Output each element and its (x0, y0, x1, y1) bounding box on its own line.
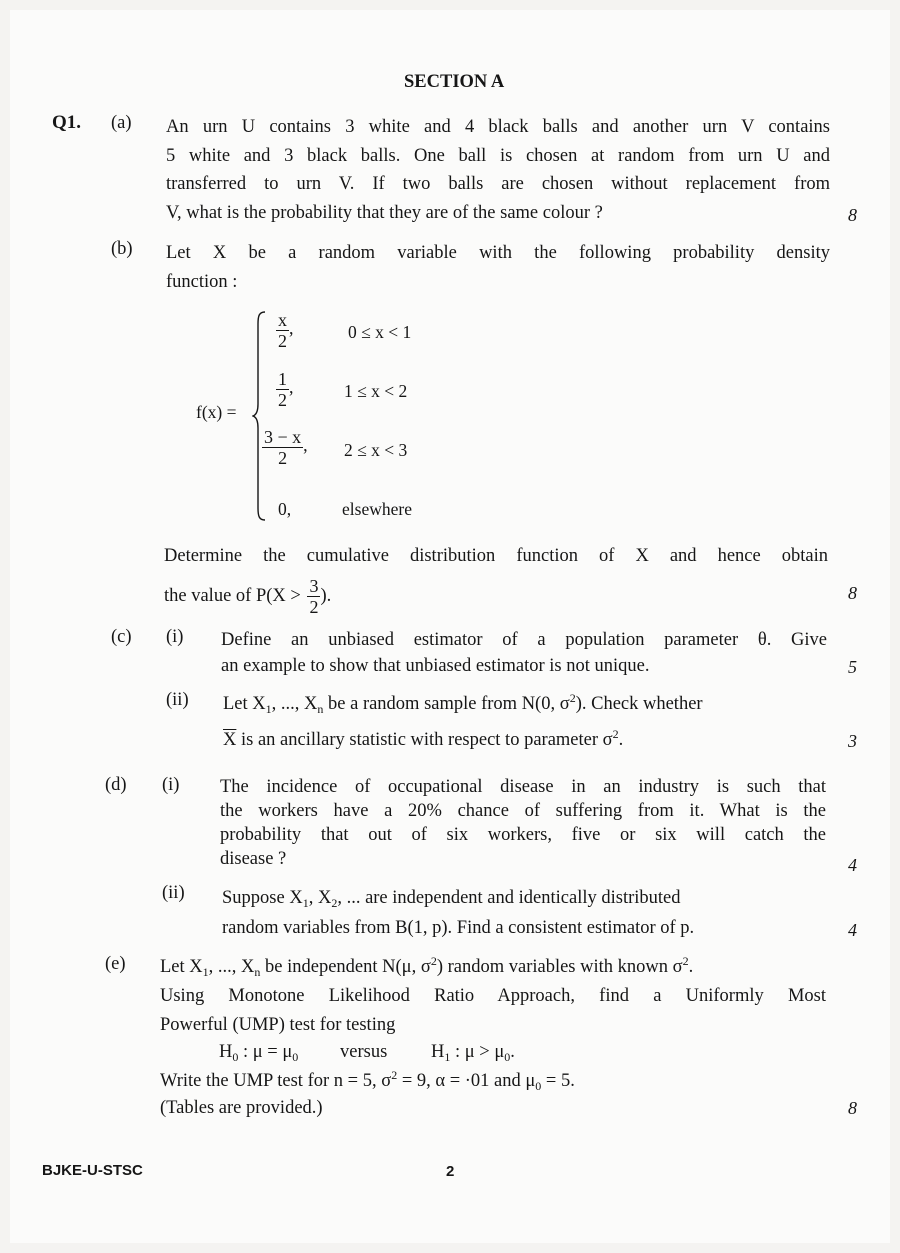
part-d-ii-label: (ii) (162, 883, 185, 903)
part-c-i-marks: 5 (848, 657, 857, 677)
text-run: is an ancillary statistic with respect to parameter σ (236, 730, 613, 750)
pdf-lhs: f(x) = (196, 402, 237, 422)
text-run: . (618, 730, 624, 750)
part-d-i-label: (i) (162, 775, 180, 795)
left-brace-icon (252, 310, 266, 522)
part-c-i-label: (i) (166, 627, 184, 647)
case-separator: , (303, 435, 308, 456)
case-3-fraction (262, 427, 303, 468)
prob-fraction (307, 576, 320, 617)
part-e-marks: 8 (848, 1098, 857, 1118)
case-separator: , (289, 377, 294, 398)
part-b-marks: 8 (848, 583, 857, 603)
part-c-ii-line1 (223, 690, 703, 718)
text-run: . (510, 1042, 515, 1062)
part-a-line: V, what is the probability that they are of the same colour ? (166, 202, 603, 223)
part-e-line1 (160, 953, 693, 981)
case-2-expr (276, 369, 294, 410)
case-1-fraction (276, 310, 289, 351)
text-run: Suppose X (222, 888, 303, 908)
part-c-i-line: Define an unbiased estimator of a population parameter θ. Give (221, 630, 827, 650)
part-d-i-marks: 4 (848, 855, 857, 875)
text-run: ) random variables with known σ (436, 957, 683, 977)
superscript: 2 (391, 1068, 398, 1082)
text-run: = 5. (541, 1071, 575, 1091)
fraction-numerator: 3 − x (264, 427, 302, 447)
part-e-line: Using Monotone Likelihood Ratio Approach, find a Uniformly Most (160, 986, 826, 1006)
case-4-condition: elsewhere (342, 499, 412, 519)
footer-code: BJKE-U-STSC (42, 1162, 143, 1179)
fraction-denominator: 2 (309, 597, 319, 617)
subscript: 1 (265, 702, 272, 716)
part-b-after-line2 (164, 576, 331, 617)
part-c-i-line: an example to show that unbiased estimator is not unique. (221, 656, 650, 676)
text-run: , ..., X (271, 694, 318, 714)
part-e-line6: (Tables are provided.) (160, 1098, 323, 1118)
subscript: 0 (504, 1050, 511, 1064)
superscript: 2 (430, 954, 437, 968)
part-d-i-line: probability that out of six workers, five or six will catch the (220, 825, 826, 845)
part-c-i-text (221, 627, 827, 679)
question-number: Q1. (52, 112, 82, 133)
text-run: , ... are independent and identically distributed (337, 888, 681, 908)
case-3-condition: 2 ≤ x < 3 (344, 440, 408, 460)
part-b-text (166, 239, 830, 296)
fraction-denominator: 2 (278, 331, 287, 351)
part-b-line: Let X be a random variable with the following probability density (166, 243, 830, 263)
part-d-i-text (220, 775, 826, 871)
part-a-line: An urn U contains 3 white and 4 black balls and another urn V contains (166, 117, 830, 137)
subscript: n (317, 702, 324, 716)
fraction-denominator: 2 (262, 447, 303, 468)
sample-mean-symbol: $\overline{X}$ (223, 730, 237, 750)
text-run: = 9, α = ·01 and μ (397, 1071, 536, 1091)
part-d-label: (d) (105, 775, 127, 795)
case-3-expr (262, 427, 308, 468)
section-title: SECTION A (404, 72, 505, 92)
text-run: H (431, 1042, 445, 1062)
text-run: be independent N(μ, σ (260, 957, 431, 977)
subscript: 1 (444, 1050, 451, 1064)
part-c-ii-marks: 3 (848, 731, 857, 751)
part-e-text (160, 982, 826, 1039)
part-a-text (166, 113, 830, 227)
case-2-condition: 1 ≤ x < 2 (344, 381, 408, 401)
part-d-i-line: The incidence of occupational disease in an industry is such that (220, 777, 826, 797)
text-run: , ..., X (208, 957, 255, 977)
part-c-ii-label: (ii) (166, 690, 189, 710)
subscript: n (254, 965, 261, 979)
subscript: 1 (302, 896, 309, 910)
fraction-numerator: 1 (278, 369, 287, 389)
text-run: Write the UMP test for n = 5, σ (160, 1071, 392, 1091)
prob-close: ). (320, 585, 332, 606)
part-d-i-line: disease ? (220, 849, 287, 869)
text-run: H (219, 1042, 233, 1062)
text-run: ). Check whether (575, 694, 703, 714)
text-run: . (688, 957, 694, 977)
part-d-ii-line2: random variables from B(1, p). Find a consistent estimator of p. (222, 918, 695, 938)
part-a-label: (a) (111, 113, 132, 133)
part-d-ii-line1 (222, 884, 680, 912)
part-b-label: (b) (111, 239, 133, 259)
prob-expression: the value of P(X > (164, 585, 301, 606)
part-d-ii-marks: 4 (848, 920, 857, 940)
text-run: : μ > μ (450, 1042, 505, 1062)
case-1-expr (276, 310, 294, 351)
hypothesis-h1 (431, 1038, 515, 1066)
part-b-line: function : (166, 271, 238, 292)
superscript: 2 (612, 727, 619, 741)
part-a-marks: 8 (848, 205, 857, 225)
text-run: Let X (223, 694, 266, 714)
case-1-condition: 0 ≤ x < 1 (348, 322, 412, 342)
fraction-numerator: 3 (309, 576, 319, 596)
part-e-label: (e) (105, 954, 126, 974)
subscript: 0 (232, 1050, 239, 1064)
subscript: 0 (292, 1050, 299, 1064)
fraction-numerator: x (278, 310, 287, 330)
subscript: 0 (535, 1079, 542, 1093)
part-b-question (164, 542, 828, 571)
case-separator: , (289, 318, 294, 339)
text-run: , X (308, 888, 332, 908)
text-run: be a random sample from N(0, σ (323, 694, 570, 714)
versus-text: versus (340, 1042, 388, 1062)
part-c-ii-line2 (223, 726, 623, 754)
hypothesis-h0 (219, 1038, 298, 1066)
part-b-after-line: Determine the cumulative distribution function of X and hence obtain (164, 546, 828, 566)
fraction-denominator: 2 (278, 390, 287, 410)
part-e-line: Powerful (UMP) test for testing (160, 1014, 396, 1035)
part-d-i-line: the workers have a 20% chance of suffering from it. What is the (220, 801, 826, 821)
superscript: 2 (682, 954, 689, 968)
text-run: Let X (160, 957, 203, 977)
part-a-line: transferred to urn V. If two balls are chosen without replacement from (166, 174, 830, 194)
subscript: 2 (331, 896, 338, 910)
page-number: 2 (446, 1163, 455, 1180)
part-a-line: 5 white and 3 black balls. One ball is chosen at random from urn U and (166, 145, 830, 166)
case-2-fraction (276, 369, 289, 410)
case-4-value: 0, (278, 499, 292, 519)
part-e-line5 (160, 1067, 575, 1095)
part-c-label: (c) (111, 627, 132, 647)
text-run: : μ = μ (238, 1042, 293, 1062)
superscript: 2 (569, 691, 576, 705)
subscript: 1 (202, 965, 209, 979)
